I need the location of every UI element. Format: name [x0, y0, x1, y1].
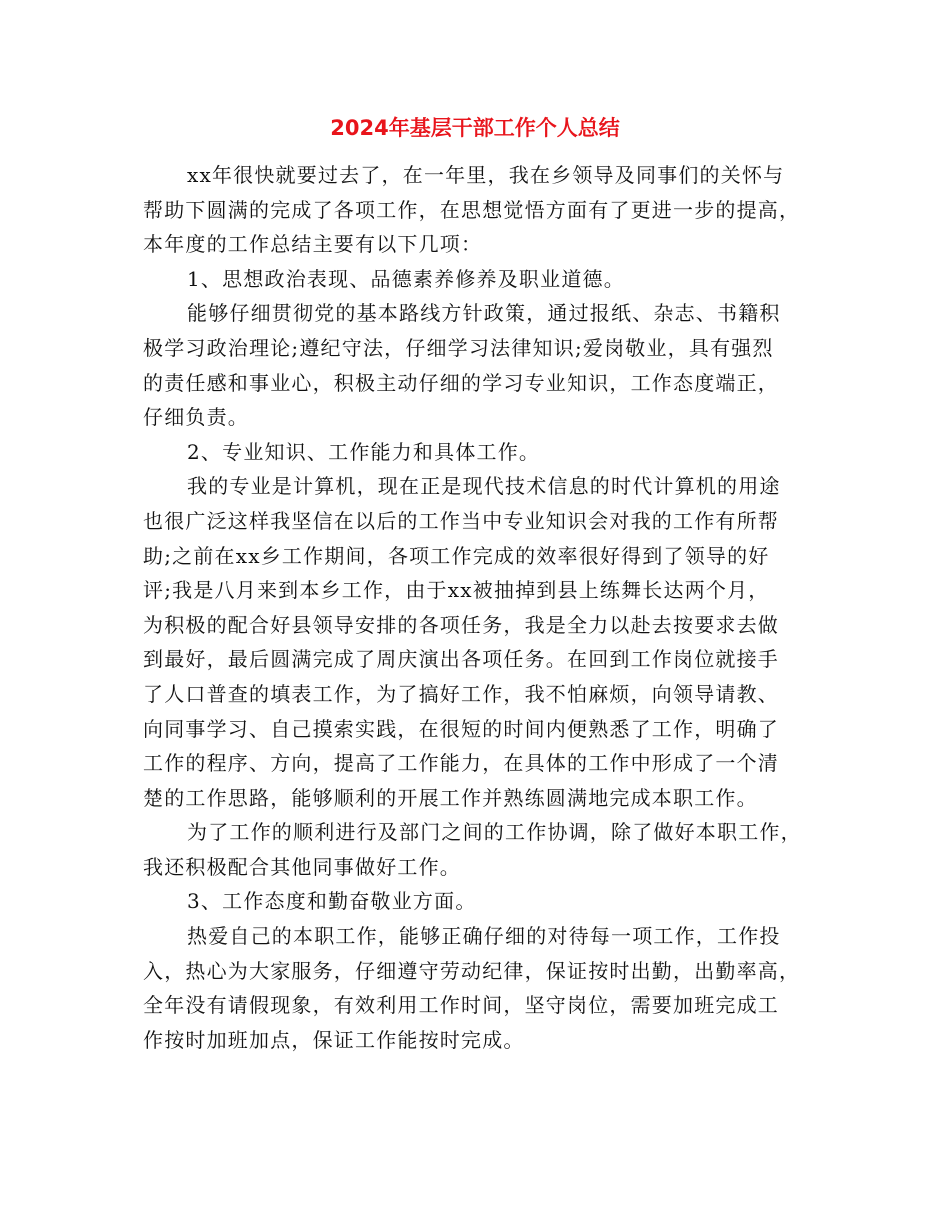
text-line: 的责任感和事业心，积极主动仔细的学习专业知识，工作态度端正， — [143, 370, 779, 395]
text-line: 能够仔细贯彻党的基本路线方针政策，通过报纸、杂志、书籍积 — [187, 301, 781, 326]
text-line: 助;之前在xx乡工作期间，各项工作完成的效率很好得到了领导的好 — [143, 543, 770, 568]
document-body — [143, 158, 807, 1057]
text-line: 到最好，最后圆满完成了周庆演出各项任务。在回到工作岗位就接手 — [143, 647, 779, 672]
text-line: 帮助下圆满的完成了各项工作，在思想觉悟方面有了更进一步的提高， — [143, 197, 801, 222]
text-line: 作按时加班加点，保证工作能按时完成。 — [143, 1027, 525, 1052]
text-line: xx年很快就要过去了，在一年里，我在乡领导及同事们的关怀与 — [187, 163, 785, 187]
text-line: 热爱自己的本职工作，能够正确仔细的对待每一项工作，工作投 — [187, 924, 781, 949]
text-line: 2、专业知识、工作能力和具体工作。 — [187, 439, 541, 464]
text-line: 为积极的配合好县领导安排的各项任务，我是全力以赴去按要求去做 — [143, 612, 779, 637]
text-line: 全年没有请假现象，有效利用工作时间，坚守岗位，需要加班完成工 — [143, 993, 779, 1018]
text-line: 我还积极配合其他同事做好工作。 — [143, 854, 461, 879]
text-line: 也很广泛这样我坚信在以后的工作当中专业知识会对我的工作有所帮 — [143, 508, 779, 533]
text-line: 1、思想政治表现、品德素养修养及职业道德。 — [187, 266, 625, 291]
text-line: 评;我是八月来到本乡工作，由于xx被抽掉到县上练舞长达两个月， — [143, 578, 770, 603]
text-line: 本年度的工作总结主要有以下几项： — [143, 232, 483, 257]
text-line: 入，热心为大家服务，仔细遵守劳动纪律，保证按时出勤，出勤率高， — [143, 958, 801, 983]
text-line: 3、工作态度和勤奋敬业方面。 — [187, 889, 477, 914]
text-line: 了人口普查的填表工作，为了搞好工作，我不怕麻烦，向领导请教、 — [143, 681, 779, 706]
text-line: 向同事学习、自己摸索实践，在很短的时间内便熟悉了工作，明确了 — [143, 716, 779, 741]
text-line: 极学习政治理论;遵纪守法，仔细学习法律知识;爱岗敬业，具有强烈 — [143, 335, 774, 360]
document-title: 2024年基层干部工作个人总结 — [330, 116, 620, 140]
text-line: 楚的工作思路，能够顺利的开展工作并熟练圆满地完成本职工作。 — [143, 785, 758, 810]
text-line: 我的专业是计算机，现在正是现代技术信息的时代计算机的用途 — [187, 474, 781, 499]
text-line: 为了工作的顺利进行及部门之间的工作协调，除了做好本职工作， — [187, 820, 802, 845]
text-line: 工作的程序、方向，提高了工作能力，在具体的工作中形成了一个清 — [143, 751, 779, 776]
text-line: 仔细负责。 — [143, 405, 249, 430]
